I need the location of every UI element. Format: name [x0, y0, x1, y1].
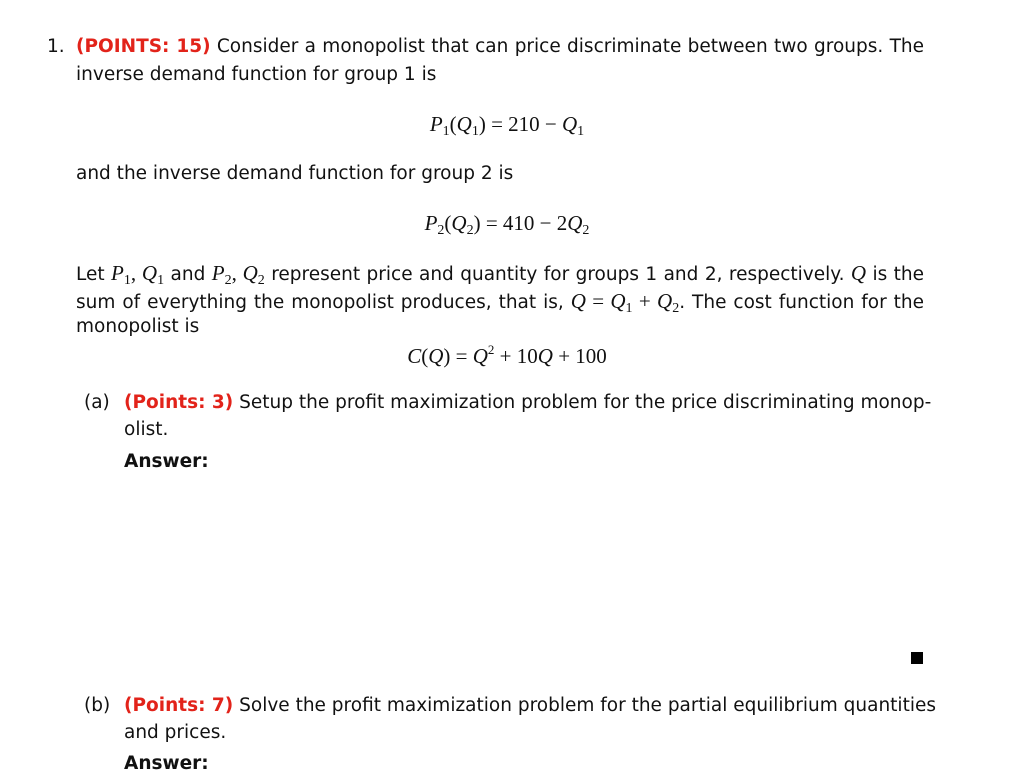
part-b-answer-label: Answer:	[124, 753, 209, 774]
question-intro-line-1	[76, 36, 924, 57]
part-a-line-1: (Points: 3) Setup the profit maximization problem for the price discriminating monop-	[124, 392, 932, 413]
part-b-points: (Points: 7)	[124, 695, 234, 716]
part-a-points: (Points: 3)	[124, 392, 234, 413]
question-number: 1.	[47, 36, 65, 57]
question-intro-line-2: inverse demand function for group 1 is	[76, 64, 437, 85]
paragraph-definitions-line-3: monopolist is	[76, 316, 200, 337]
text-group-2-intro: and the inverse demand function for group 2 is	[76, 163, 514, 184]
question-points: (POINTS: 15)	[76, 36, 211, 57]
equation-demand-group-1: $P_1(Q_1) = 210 - Q_1$	[429, 112, 585, 139]
part-a-label: (a)	[84, 392, 110, 413]
part-b-line-1: (Points: 7) Solve the profit maximization problem for the partial equilibrium quantities	[124, 695, 936, 716]
paragraph-definitions-line-1: Let $P_1$, $Q_1$ and $P_2$, $Q_2$ represent price and quantity for groups 1 and 2, respectively. Q is the	[76, 261, 925, 288]
part-a-answer-label: Answer:	[124, 451, 209, 472]
part-a-line-2: olist.	[124, 419, 169, 440]
end-of-proof-square	[911, 652, 923, 664]
paragraph-definitions-line-2: sum of everything the monopolist produces, that is, $Q = Q_1 + Q_2$. The cost function for the	[76, 289, 925, 316]
question-intro-text-1: Consider a monopolist that can price discriminate between two groups. The	[216, 36, 924, 57]
equation-demand-group-2: $P_2(Q_2) = 410 - 2Q_2$	[424, 211, 590, 238]
part-b-line-2: and prices.	[124, 722, 227, 743]
equation-cost-function: $C(Q) = Q^2 + 10Q + 100$	[407, 342, 607, 368]
part-b-label: (b)	[84, 695, 111, 716]
